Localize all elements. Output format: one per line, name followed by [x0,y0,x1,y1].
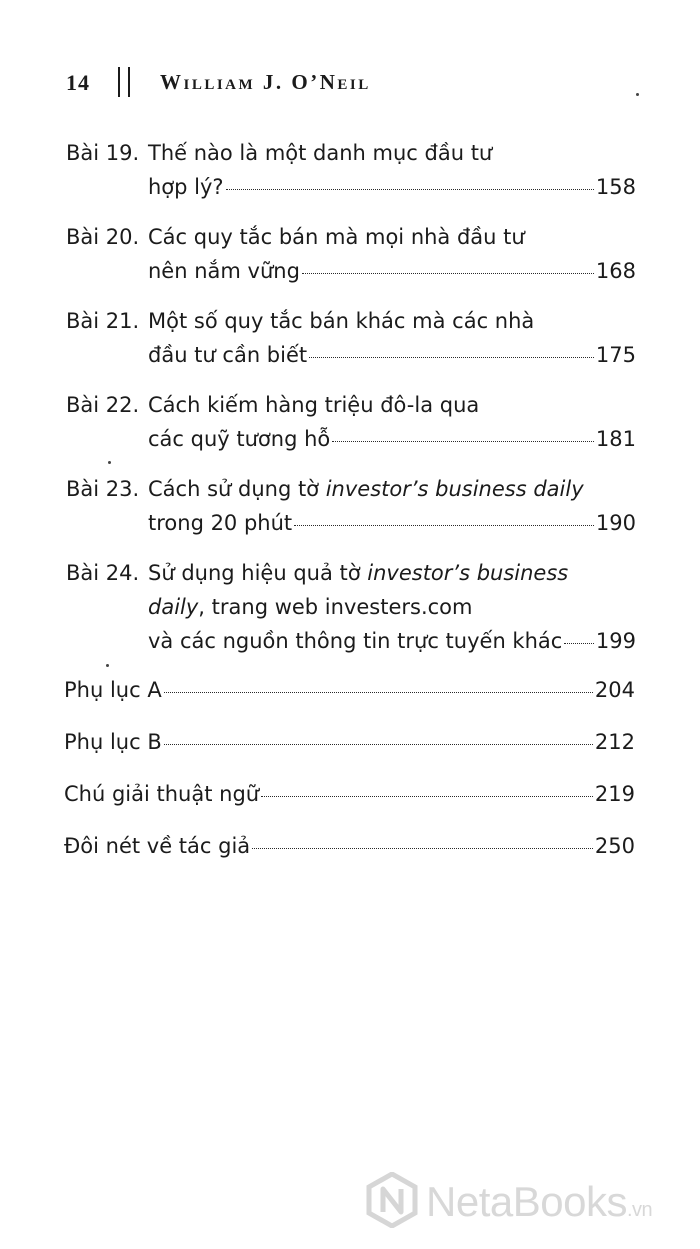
netabooks-logo-icon [364,1172,420,1228]
header-separator [118,67,130,97]
toc-appendix-entry[interactable] [64,725,635,759]
dot-leader [309,357,594,358]
toc-entry-leader [148,170,636,204]
publication-name: investor’s business [367,561,569,585]
toc-entry-title-text: Sử dụng hiệu quả tờ [148,561,368,585]
publication-name: investor’s business daily [325,477,584,501]
dot-leader [294,525,594,526]
toc-entry-leader [148,422,636,456]
toc-entry-title: Cách kiếm hàng triệu đô-la qua [148,393,480,417]
toc-entry-title [148,556,568,590]
page-number: 14 [66,70,90,95]
toc-appendix-entry[interactable] [64,829,635,863]
toc-entry-leader [148,338,636,372]
dot-leader [261,796,593,797]
toc-appendix-page: 250 [594,834,635,858]
toc-entry-leader [148,506,636,540]
watermark-text [426,1178,652,1226]
toc-appendix-entry[interactable] [64,673,635,707]
toc-entry-title-end: trong 20 phút [148,511,293,535]
toc-entry-title: Các quy tắc bán mà mọi nhà đầu tư [148,225,525,249]
dot-leader [164,692,593,693]
watermark-logo [364,1168,694,1232]
toc-entry-title [148,472,584,506]
toc-entry-title-text: Cách sử dụng tờ [148,477,326,501]
toc-entry-title-text: , trang web investers.com [198,595,473,619]
dot-leader [252,848,593,849]
toc-entry-page: 158 [595,175,636,199]
toc-entry-page: 168 [595,259,636,283]
dot-leader [164,744,593,745]
toc-entry-title: Một số quy tắc bán khác mà các nhà [148,309,535,333]
toc-entry-title-end: và các nguồn thông tin trực tuyến khác [148,629,563,653]
toc-entry-title: Thế nào là một danh mục đầu tư [148,141,493,165]
dot-leader [302,273,594,274]
toc-entry-leader [148,624,636,658]
toc-entry-label: Bài 20. [66,225,140,249]
toc-entry-label: Bài 21. [66,309,140,333]
publication-name: daily [148,595,199,619]
running-header [66,70,646,100]
toc-entry-title-end: hợp lý? [148,175,224,199]
toc-appendix-title: Phụ lục A [64,678,162,702]
toc-entry-title-end: đầu tư cần biết [148,343,308,367]
toc-entry-title-end: nên nắm vững [148,259,300,283]
toc-entry-label: Bài 19. [66,141,140,165]
toc-entry-page: 190 [595,511,636,535]
dot-leader [332,441,594,442]
toc-entry-label: Bài 23. [66,477,140,501]
toc-appendix-title: Đôi nét về tác giả [64,834,251,858]
toc-entry-leader [148,254,636,288]
toc-appendix-page: 204 [594,678,635,702]
toc-appendix-title: Chú giải thuật ngữ [64,782,260,806]
toc-appendix-entry[interactable] [64,777,635,811]
dot-leader [564,643,594,644]
watermark-tld: .vn [626,1199,653,1221]
scan-speck [108,461,111,464]
watermark-brand: NetaBooks [426,1178,627,1225]
author-name: William J. O’Neil [160,70,371,94]
toc-entry-label: Bài 22. [66,393,140,417]
scan-speck [636,93,639,96]
toc-appendix-title: Phụ lục B [64,730,162,754]
toc-appendix-page: 219 [594,782,635,806]
toc-entry-page: 199 [595,629,636,653]
toc-entry-label: Bài 24. [66,561,140,585]
toc-entry-page: 175 [595,343,636,367]
toc-appendix-page: 212 [594,730,635,754]
toc-entry-page: 181 [595,427,636,451]
scan-speck [106,664,109,667]
dot-leader [226,189,594,190]
toc-entry-title-line2 [148,590,473,624]
toc-entry-title-end: các quỹ tương hỗ [148,427,331,451]
